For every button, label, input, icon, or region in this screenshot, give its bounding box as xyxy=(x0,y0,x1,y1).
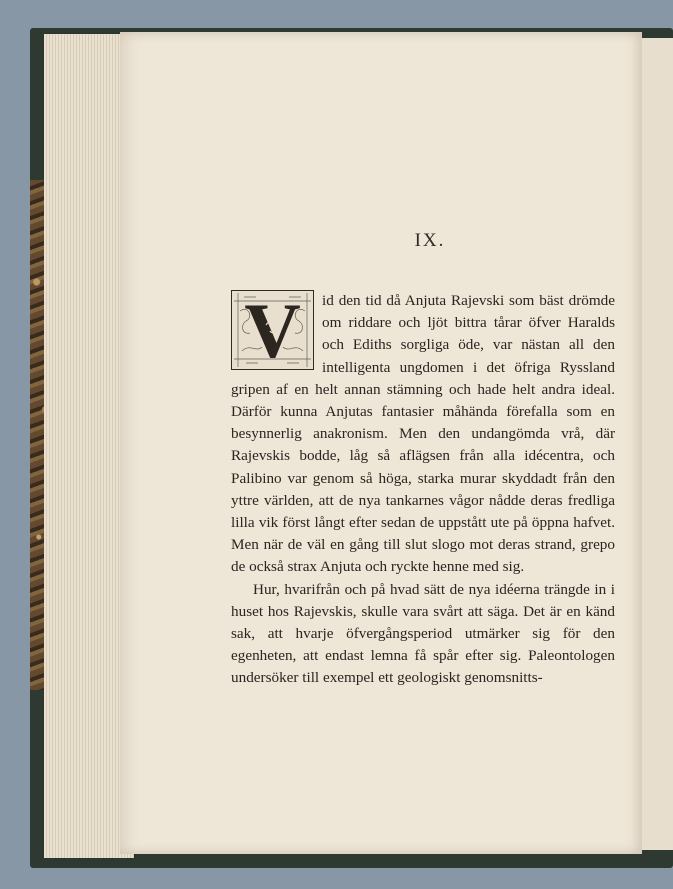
dropcap-ornament xyxy=(231,290,314,370)
chapter-heading: IX. xyxy=(414,230,446,251)
paragraph-1-text: id den tid då Anjuta Rajevski som bäst drömde om riddare och ljöt bittra tårar öfver Haralds och Ediths sorgliga öde, var nästan all den intelligenta ungdomen i det öfriga Ryssland gripen af en helt annan stämning och hade helt andra ideal. Därför kunna Anjutas fantasier måhända förefalla som en besynnerlig anakronism. Men den undangömda vrå, där Rajevskis bodde, låg så aflägsen från alla idécentra, och Palibino var genom så höga, starka murar skyddadt från den yttre världen, att de nya tankarnes vågor nådde deras fredliga lilla vik först långt efter sedan de uppstått ute på öppna hafvet. Men när de väl en gång till slut slogo mot deras strand, grepo de också strax Anjuta och ryckte henne med sig. xyxy=(231,292,615,576)
chapter-text xyxy=(231,290,615,690)
facing-page-edge xyxy=(640,38,673,850)
dropcap-letter: V xyxy=(244,291,301,369)
paragraph-1 xyxy=(231,290,615,579)
paragraph-2: Hur, hvarifrån och på hvad sätt de nya idéerna trängde in i huset hos Rajevskis, skulle vara svårt att säga. Det är en känd sak, att hvarje öfvergångsperiod utmärker sig för den egenheten, att endast lemna få spår efter sig. Paleontologen undersöker till exempel ett geologiskt genomsnitts- xyxy=(231,580,615,687)
